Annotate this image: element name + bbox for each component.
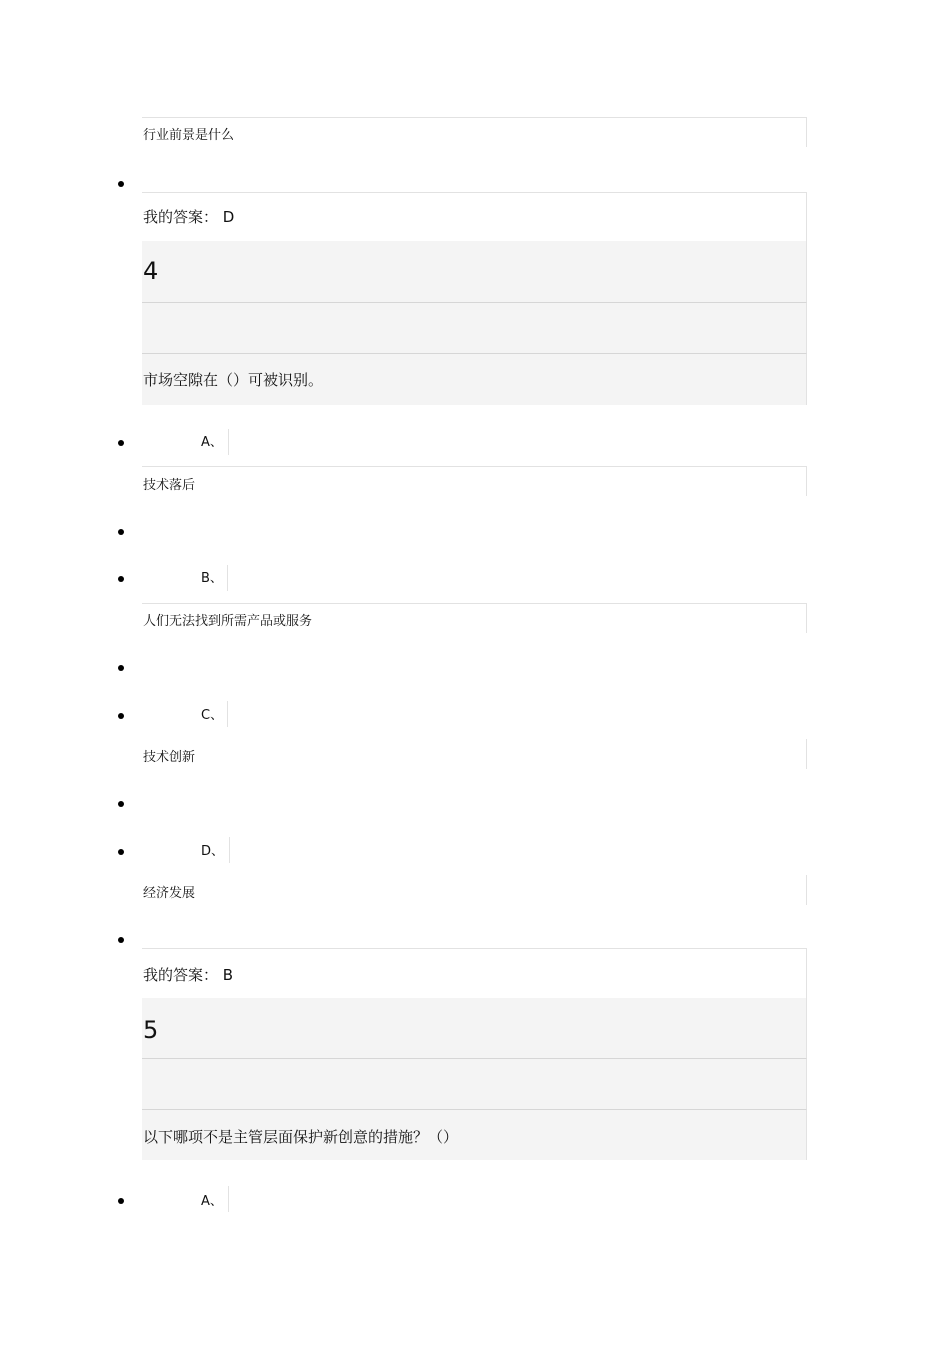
- option-letter: A、: [201, 435, 223, 450]
- question-number: 4: [143, 257, 159, 285]
- option-box: [142, 466, 807, 496]
- question-text: 以下哪项不是主管层面保护新创意的措施？（）: [143, 1128, 459, 1146]
- question-number-band: [142, 241, 807, 303]
- option-box: [142, 117, 807, 147]
- list-bullet: [118, 1198, 124, 1204]
- option-text: 人们无法找到所需产品或服务: [143, 614, 313, 629]
- divider: [227, 701, 228, 727]
- question-spacer-band: [142, 303, 807, 354]
- list-bullet: [118, 937, 124, 943]
- option-text: 行业前景是什么: [143, 128, 235, 143]
- option-box: [142, 875, 807, 905]
- my-answer-band: [142, 192, 807, 242]
- option-box: [142, 739, 807, 769]
- my-answer: 我的答案： B: [143, 966, 234, 984]
- my-answer-band: [142, 948, 807, 998]
- option-letter: A、: [201, 1194, 223, 1209]
- list-bullet: [118, 849, 124, 855]
- my-answer: 我的答案： D: [143, 208, 235, 226]
- question-number: 5: [143, 1016, 159, 1044]
- option-text: 技术创新: [143, 750, 196, 765]
- list-bullet: [118, 181, 124, 187]
- option-text: 经济发展: [143, 886, 196, 901]
- option-letter: C、: [201, 708, 224, 723]
- question-spacer-band: [142, 1059, 807, 1110]
- divider: [228, 429, 229, 455]
- option-text: 技术落后: [143, 478, 196, 493]
- list-bullet: [118, 440, 124, 446]
- divider: [228, 1186, 229, 1212]
- question-text: 市场空隙在（）可被识别。: [143, 371, 324, 389]
- question-number-band: [142, 998, 807, 1059]
- list-bullet: [118, 576, 124, 582]
- option-letter: D、: [201, 844, 225, 859]
- list-bullet: [118, 801, 124, 807]
- list-bullet: [118, 665, 124, 671]
- option-letter: B、: [201, 571, 223, 586]
- divider: [229, 837, 230, 863]
- list-bullet: [118, 713, 124, 719]
- divider: [227, 565, 228, 591]
- list-bullet: [118, 529, 124, 535]
